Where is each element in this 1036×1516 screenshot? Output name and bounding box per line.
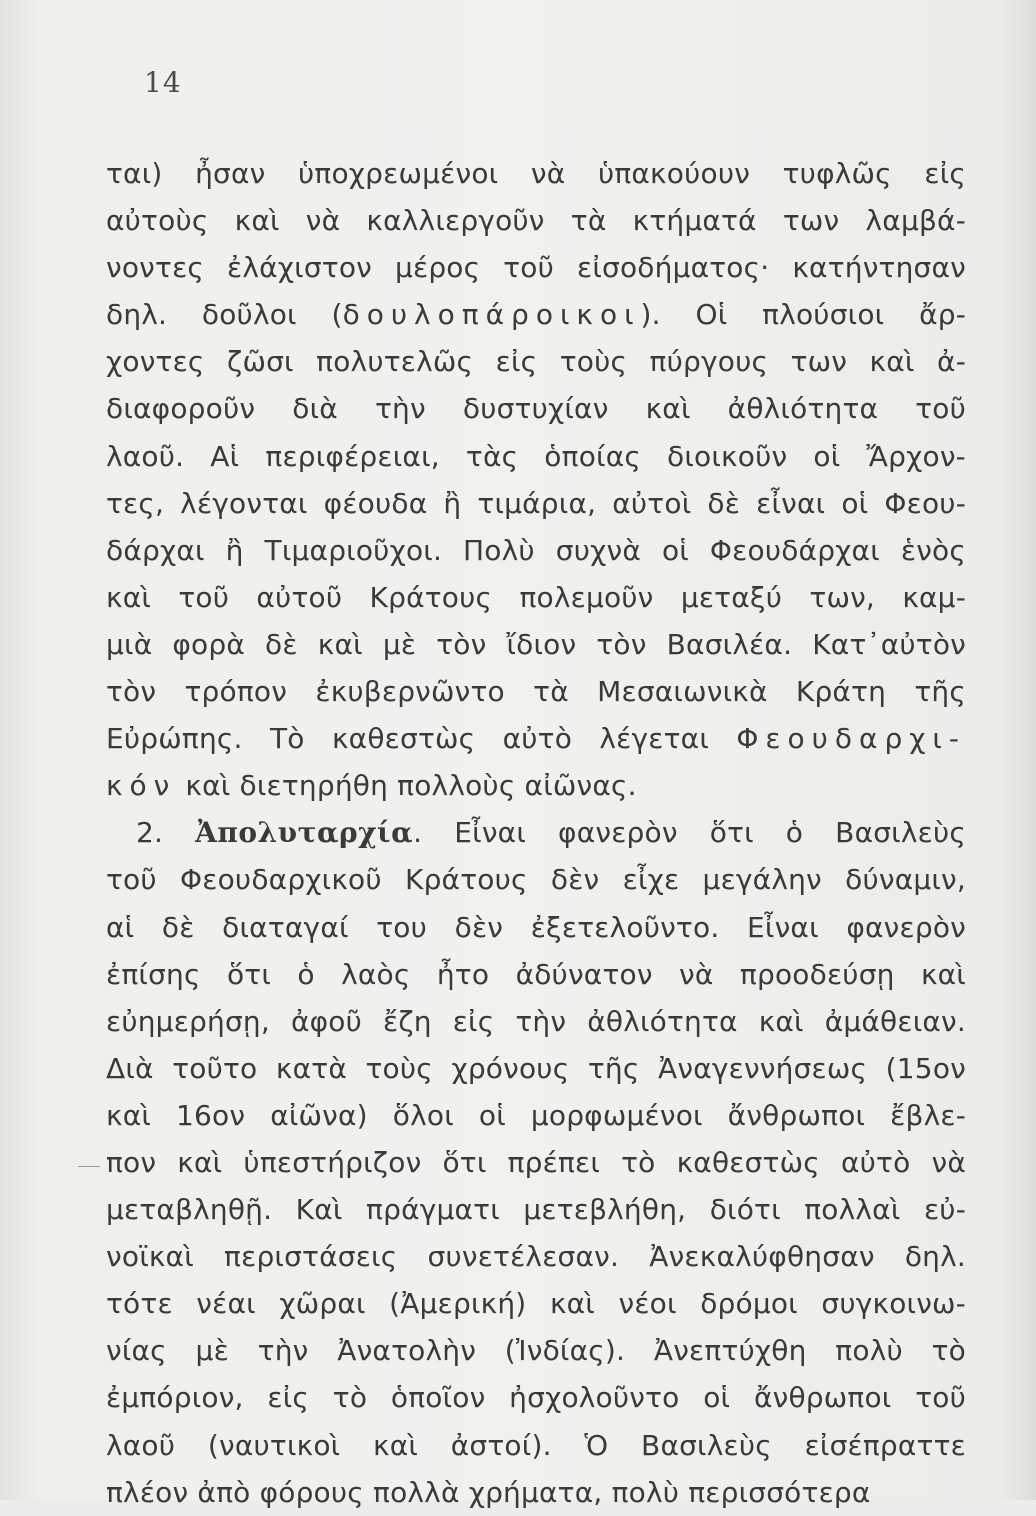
text-line: νίας μὲ τὴν Ἀνατολὴν (Ἰνδίας). Ἀνεπτύχθη πολὺ τὸ xyxy=(106,1334,966,1368)
text-segment: . Εἶναι φανερὸν ὅτι ὁ Βασιλεὺς xyxy=(413,816,966,850)
text-line: δάρχαι ἢ Τιμαριοῦχοι. Πολὺ συχνὰ οἱ Φεουδάρχαι ἑνὸς xyxy=(106,533,966,567)
text-segment: δηλ. δοῦλοι ( xyxy=(106,298,343,332)
text-line: Διὰ τοῦτο κατὰ τοὺς χρόνους τῆς Ἀναγεννήσεως (15ον xyxy=(106,1051,966,1085)
text-line: τότε νέαι χῶραι (Ἀμερική) καὶ νέοι δρόμοι συγκοινω- xyxy=(106,1287,966,1321)
text-line: νοντες ἐλάχιστον μέρος τοῦ εἰσοδήματος· κατήντησαν xyxy=(106,251,966,285)
spaced-term: Φεουδαρχι- xyxy=(736,722,966,756)
text-line: καὶ τοῦ αὐτοῦ Κράτους πολεμοῦν μεταξύ των, καμ- xyxy=(106,580,966,614)
text-line xyxy=(106,715,966,762)
body-text xyxy=(106,150,966,1516)
margin-mark xyxy=(78,1166,100,1167)
section-number: 2. xyxy=(136,816,196,850)
text-line: λαοῦ. Αἱ περιφέρειαι, τὰς ὁποίας διοικοῦν οἱ Ἄρχον- xyxy=(106,439,966,473)
text-line: αἱ δὲ διαταγαί του δὲν ἐξετελοῦντο. Εἶναι φανερὸν xyxy=(106,910,966,944)
spaced-term: κόν xyxy=(106,769,177,803)
text-line: χοντες ζῶσι πολυτελῶς εἰς τοὺς πύργους των καὶ ἀ- xyxy=(106,345,966,379)
text-segment: καὶ διετηρήθη πολλοὺς αἰῶνας. xyxy=(176,769,637,803)
text-line: εὐημερήσῃ, ἀφοῦ ἔζη εἰς τὴν ἀθλιότητα καὶ ἀμάθειαν. xyxy=(106,1004,966,1038)
spaced-term: δουλοπάροικοι xyxy=(342,298,641,332)
text-line: πον καὶ ὑπεστήριζον ὅτι πρέπει τὸ καθεστὼς αὐτὸ νὰ xyxy=(106,1145,966,1179)
text-segment: Εὐρώπης. Τὸ καθεστὼς αὐτὸ λέγεται xyxy=(106,722,737,756)
text-line: ἐπίσης ὅτι ὁ λαὸς ἦτο ἀδύνατον νὰ προοδεύσῃ καὶ xyxy=(106,957,966,991)
text-line: μεταβληθῇ. Καὶ πράγματι μετεβλήθη, διότι πολλαὶ εὐ- xyxy=(106,1193,966,1227)
text-line: καὶ 16ον αἰῶνα) ὅλοι οἱ μορφωμένοι ἄνθρωποι ἔβλε- xyxy=(106,1098,966,1132)
text-line: λαοῦ (ναυτικοὶ καὶ ἀστοί). Ὁ Βασιλεὺς εἰσέπραττε xyxy=(106,1428,966,1462)
text-line: ἐμπόριον, εἰς τὸ ὁποῖον ἠσχολοῦντο οἱ ἄνθρωποι τοῦ xyxy=(106,1381,966,1415)
text-line: πλέον ἀπὸ φόρους πολλὰ χρήματα, πολὺ περισσότερα xyxy=(106,1475,871,1509)
text-line: τοῦ Φεουδαρχικοῦ Κράτους δὲν εἶχε μεγάλην δύναμιν, xyxy=(106,863,966,897)
text-line: νοϊκαὶ περιστάσεις συνετέλεσαν. Ἀνεκαλύφθησαν δηλ. xyxy=(106,1240,966,1274)
section-heading-line xyxy=(106,809,966,856)
text-line xyxy=(106,291,966,338)
text-line: τὸν τρόπον ἐκυβερνῶντο τὰ Μεσαιωνικὰ Κράτη τῆς xyxy=(106,675,966,709)
text-line: ται) ἦσαν ὑποχρεωμένοι νὰ ὑπακούουν τυφλῶς εἰς xyxy=(106,157,966,190)
page-number: 14 xyxy=(144,66,182,99)
text-line: αὐτοὺς καὶ νὰ καλλιεργοῦν τὰ κτήματά των λαμβά- xyxy=(106,204,966,238)
text-line: διαφοροῦν διὰ τὴν δυστυχίαν καὶ ἀθλιότητα τοῦ xyxy=(106,392,966,426)
text-line xyxy=(106,762,966,809)
text-line: τες, λέγονται φέουδα ἢ τιμάρια, αὐτοὶ δὲ εἶναι οἱ Φεου- xyxy=(106,486,966,520)
section-heading: Ἀπολυταρχία xyxy=(195,816,414,850)
text-segment: ). Οἱ πλούσιοι ἄρ- xyxy=(640,298,966,332)
text-line: μιὰ φορὰ δὲ καὶ μὲ τὸν ἴδιον τὸν Βασιλέα. Κατ᾽αὐτὸν xyxy=(106,627,966,661)
